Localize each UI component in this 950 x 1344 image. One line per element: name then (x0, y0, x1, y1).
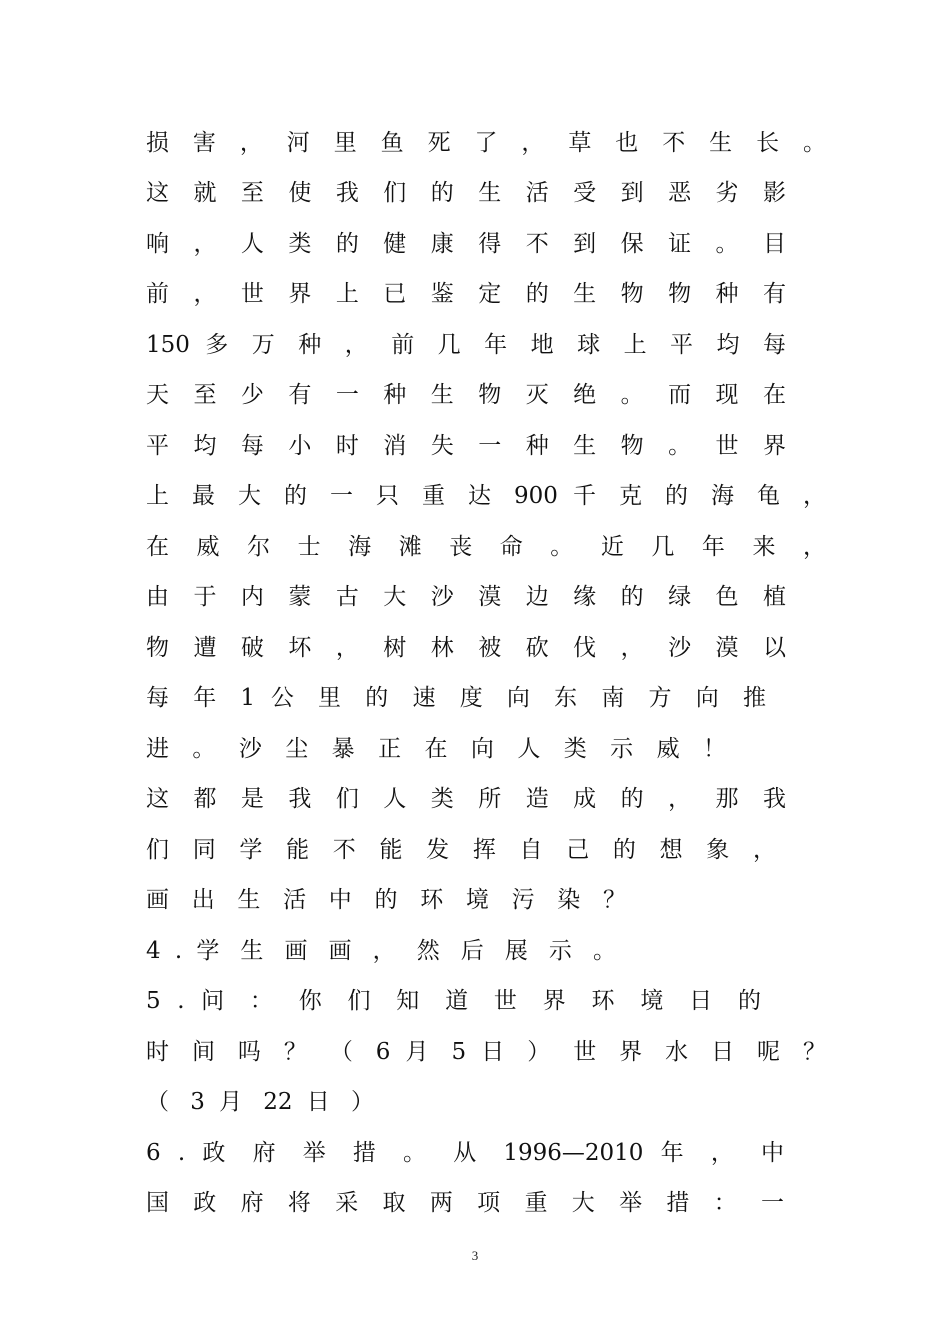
text-line: 们 同 学 能 不 能 发 挥 自 己 的 想 象 ， (146, 837, 776, 863)
text-line: 前 ， 世 界 上 已 鉴 定 的 生 物 物 种 有 (146, 281, 786, 307)
list-item-4: 4 . 学 生 画 画 ， 然 后 展 示 。 (146, 938, 616, 964)
text-line: 国 政 府 将 采 取 两 项 重 大 举 措 ： 一 (146, 1190, 784, 1216)
text-line: 进 。 沙 尘 暴 正 在 向 人 类 示 威 ！ (146, 736, 726, 762)
page-number: 3 (471, 1248, 479, 1263)
list-item-5: 5 . 问 ： 你 们 知 道 世 界 环 境 日 的 (146, 988, 761, 1014)
text-line: 时 间 吗 ？ （ 6 月 5 日 ） 世 界 水 日 呢 ？ (146, 1039, 826, 1065)
text-line: （ 3 月 22 日 ） (146, 1089, 374, 1115)
text-line: 这 就 至 使 我 们 的 生 活 受 到 恶 劣 影 (146, 180, 786, 206)
text-line: 由 于 内 蒙 古 大 沙 漠 边 缘 的 绿 色 植 (146, 584, 786, 610)
text-line: 150 多 万 种 ， 前 几 年 地 球 上 平 均 每 (146, 332, 786, 358)
list-item-6: 6 . 政 府 举 措 。 从 1996—2010 年 ， 中 (146, 1140, 784, 1166)
text-line: 平 均 每 小 时 消 失 一 种 生 物 。 世 界 (146, 433, 786, 459)
text-line: 损 害 ， 河 里 鱼 死 了 ， 草 也 不 生 长 。 (146, 130, 826, 156)
text-line: 每 年 1 公 里 的 速 度 向 东 南 方 向 推 (146, 685, 766, 711)
text-line: 天 至 少 有 一 种 生 物 灭 绝 。 而 现 在 (146, 382, 786, 408)
text-line: 在 威 尔 士 海 滩 丧 命 。 近 几 年 来 ， (146, 534, 826, 560)
text-line: 画 出 生 活 中 的 环 境 污 染 ？ (146, 887, 626, 913)
text-line: 物 遭 破 坏 ， 树 林 被 砍 伐 ， 沙 漠 以 (146, 635, 786, 661)
text-line: 响 ， 人 类 的 健 康 得 不 到 保 证 。 目 (146, 231, 786, 257)
text-line: 上 最 大 的 一 只 重 达 900 千 克 的 海 龟 ， (146, 483, 826, 509)
text-line: 这 都 是 我 们 人 类 所 造 成 的 ， 那 我 (146, 786, 786, 812)
